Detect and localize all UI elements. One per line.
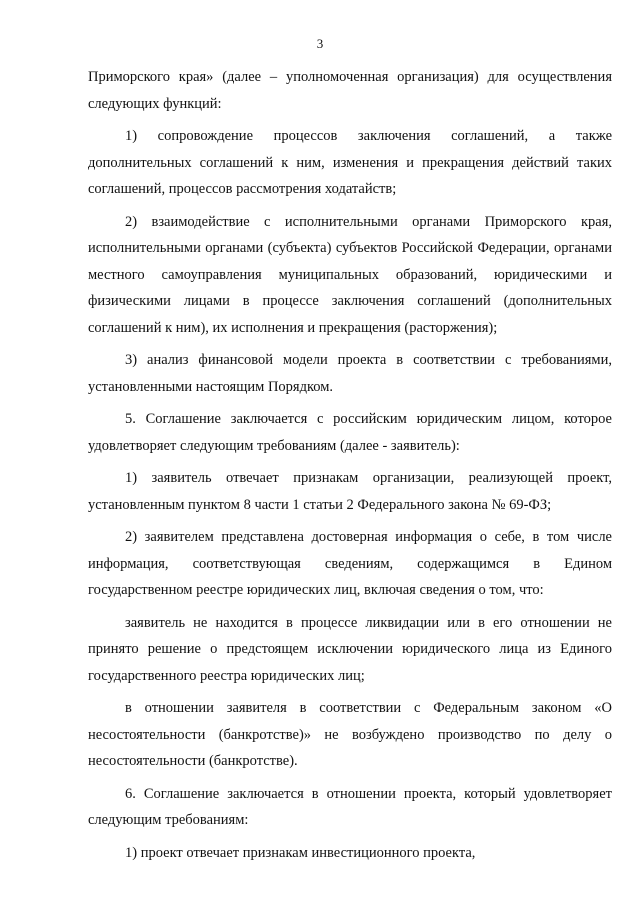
page-number: 3	[316, 36, 324, 51]
paragraph-clause-6-item-1: 1) проект отвечает признакам инвестиционного проекта,	[125, 844, 476, 861]
paragraph-liquidation: заявитель не находится в процессе ликвидации или в его отношении не принято решение о предстоящем исключении юридического лица из Единого государственного реестра юридических лиц;	[88, 614, 612, 684]
paragraph-clause-5-item-2: 2) заявителем представлена достоверная информация о себе, в том числе информация, соответствующая сведениям, содержащимся в Едином государственном реестре юридических лиц, включая сведения о том, что:	[88, 529, 612, 598]
paragraph-clause-6: 6. Соглашение заключается в отношении проекта, который удовлетворяет следующим требованиям:	[88, 785, 612, 828]
paragraph-bankruptcy: в отношении заявителя в соответствии с Федеральным законом «О несостоятельности (банкротстве)» не возбуждено производство по делу о несостоятельности (банкротстве).	[88, 700, 612, 769]
paragraph-item-1-support: 1) сопровождение процессов заключения соглашений, а также дополнительных соглашений к ним, изменения и прекращения действий таких соглашений, процессов рассмотрения ходатайств;	[88, 128, 612, 197]
paragraph-item-2-interaction: 2) взаимодействие с исполнительными органами Приморского края, исполнительными органами (субъекта) субъектов Российской Федерации, органами местного самоуправления муниципальных образований, юридическими и физическими лицами в процессе заключения соглашений (дополнительных соглашений к ним), их исполнения и прекращения (расторжения);	[88, 213, 612, 336]
paragraph-item-3-analysis: 3) анализ финансовой модели проекта в соответствии с требованиями, установленными настоящим Порядком.	[88, 352, 612, 395]
paragraph-continuation: Приморского края» (далее – уполномоченная организация) для осуществления следующих функций:	[88, 69, 612, 112]
paragraph-clause-5-item-1: 1) заявитель отвечает признакам организации, реализующей проект, установленным пунктом 8 части 1 статьи 2 Федерального закона № 69-ФЗ;	[88, 470, 612, 513]
paragraph-clause-5: 5. Соглашение заключается с российским юридическим лицом, которое удовлетворяет следующим требованиям (далее - заявитель):	[88, 411, 612, 454]
document-body	[88, 64, 612, 866]
